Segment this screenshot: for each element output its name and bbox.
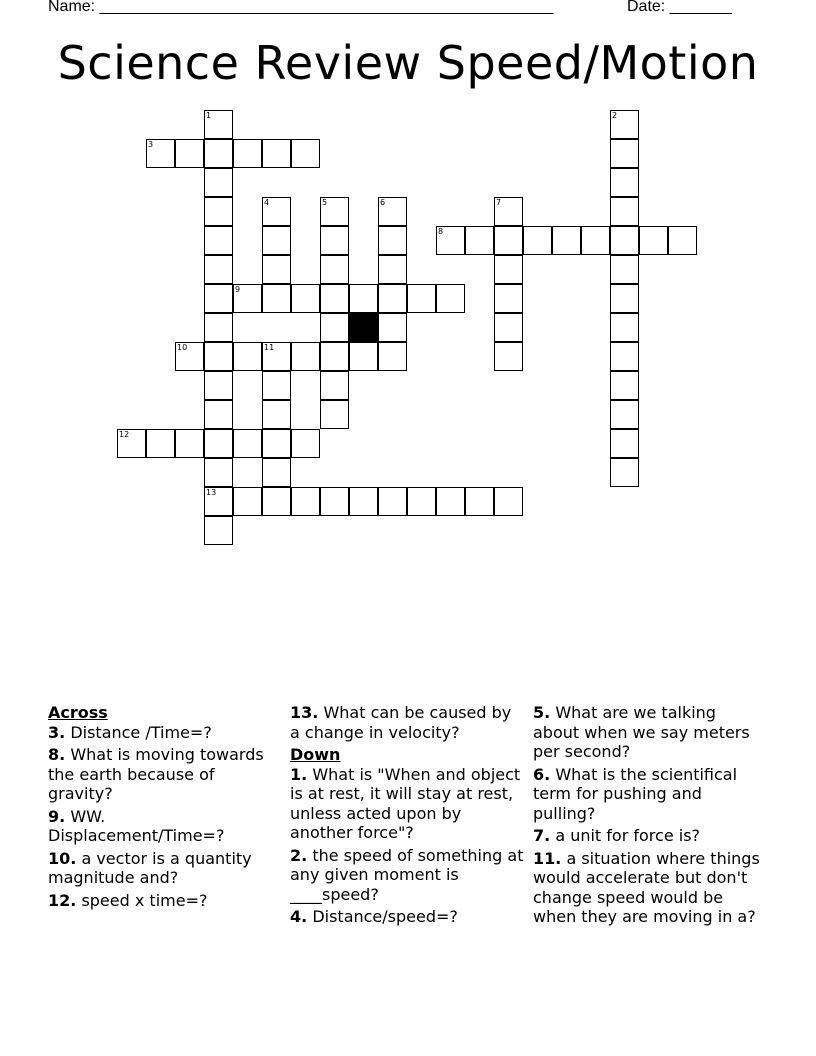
grid-cell[interactable]: [262, 458, 291, 487]
grid-cell[interactable]: [204, 516, 233, 545]
grid-cell[interactable]: [204, 342, 233, 371]
clue-down-11: 11. a situation where things would accelerate but don't change speed would be when they are moving in a?: [533, 848, 760, 926]
grid-cell[interactable]: [233, 139, 262, 168]
grid-cell[interactable]: [204, 371, 233, 400]
grid-cell[interactable]: [610, 400, 639, 429]
grid-cell[interactable]: [320, 255, 349, 284]
grid-cell-number: 1: [206, 111, 212, 120]
grid-cell[interactable]: [378, 197, 407, 226]
clue-across-3: 3. Distance /Time=?: [48, 722, 212, 742]
grid-cell[interactable]: [233, 429, 262, 458]
grid-cell[interactable]: [523, 226, 552, 255]
clue-across-10: 10. a vector is a quantity magnitude and?: [48, 848, 252, 887]
grid-cell[interactable]: [262, 342, 291, 371]
grid-cell[interactable]: [291, 429, 320, 458]
grid-cell[interactable]: [291, 139, 320, 168]
grid-cell[interactable]: [378, 255, 407, 284]
grid-cell[interactable]: [378, 313, 407, 342]
grid-cell[interactable]: [349, 284, 378, 313]
grid-cell[interactable]: [610, 197, 639, 226]
grid-cell-blocked: [349, 313, 378, 342]
grid-cell-number: 7: [496, 198, 502, 207]
name-field: Name: ___________________________________________________: [48, 0, 554, 15]
clue-across-13: 13. What can be caused by a change in velocity?: [290, 703, 512, 742]
grid-cell[interactable]: [610, 284, 639, 313]
grid-cell-number: 4: [264, 198, 270, 207]
grid-cell[interactable]: [378, 284, 407, 313]
grid-cell[interactable]: [320, 342, 349, 371]
grid-cell[interactable]: [204, 197, 233, 226]
grid-cell[interactable]: [407, 284, 436, 313]
grid-cell[interactable]: [465, 487, 494, 516]
grid-cell-number: 5: [322, 198, 328, 207]
grid-cell[interactable]: [262, 429, 291, 458]
grid-cell-number: 8: [438, 227, 444, 236]
grid-cell[interactable]: [204, 110, 233, 139]
grid-cell[interactable]: [320, 400, 349, 429]
grid-cell[interactable]: [349, 342, 378, 371]
grid-cell[interactable]: [407, 487, 436, 516]
clue-across-9: 9. WW. Displacement/Time=?: [48, 806, 225, 845]
grid-cell[interactable]: [204, 284, 233, 313]
grid-cell-number: 6: [380, 198, 386, 207]
grid-cell[interactable]: [610, 371, 639, 400]
grid-cell[interactable]: [204, 226, 233, 255]
grid-cell[interactable]: [610, 139, 639, 168]
grid-cell[interactable]: [291, 342, 320, 371]
grid-cell[interactable]: [378, 342, 407, 371]
grid-cell[interactable]: [262, 400, 291, 429]
grid-cell[interactable]: [552, 226, 581, 255]
grid-cell[interactable]: [233, 342, 262, 371]
grid-cell[interactable]: [610, 458, 639, 487]
grid-cell[interactable]: [494, 226, 523, 255]
grid-cell[interactable]: [175, 429, 204, 458]
grid-cell[interactable]: [494, 284, 523, 313]
grid-cell[interactable]: [117, 429, 146, 458]
date-field: Date: _______: [627, 0, 732, 15]
grid-cell[interactable]: [175, 139, 204, 168]
grid-cell[interactable]: [262, 371, 291, 400]
down-heading: Down: [290, 745, 341, 764]
grid-cell[interactable]: [494, 487, 523, 516]
grid-cell[interactable]: [146, 139, 175, 168]
grid-cell[interactable]: [320, 284, 349, 313]
grid-cell[interactable]: [494, 197, 523, 226]
grid-cell[interactable]: [320, 487, 349, 516]
grid-cell[interactable]: [233, 487, 262, 516]
grid-cell[interactable]: [204, 458, 233, 487]
clue-down-4: 4. Distance/speed=?: [290, 907, 458, 926]
grid-cell[interactable]: [610, 110, 639, 139]
grid-cell[interactable]: [262, 197, 291, 226]
grid-cell[interactable]: [610, 313, 639, 342]
grid-cell[interactable]: [204, 168, 233, 197]
grid-cell-number: 10: [177, 343, 188, 352]
clue-down-5: 5. What are we talking about when we say meters per second?: [533, 703, 750, 761]
grid-cell[interactable]: [668, 226, 697, 255]
grid-cell[interactable]: [204, 255, 233, 284]
grid-cell[interactable]: [204, 487, 233, 516]
grid-cell[interactable]: [639, 226, 668, 255]
grid-cell[interactable]: [204, 400, 233, 429]
grid-cell[interactable]: [494, 255, 523, 284]
grid-cell[interactable]: [320, 197, 349, 226]
grid-cell[interactable]: [436, 487, 465, 516]
grid-cell-number: 13: [206, 488, 217, 497]
grid-cell[interactable]: [320, 371, 349, 400]
grid-cell[interactable]: [494, 313, 523, 342]
grid-cell[interactable]: [262, 226, 291, 255]
grid-cell[interactable]: [204, 139, 233, 168]
grid-cell-number: 9: [235, 285, 241, 294]
clues-column-2: [290, 703, 524, 930]
grid-cell[interactable]: [291, 487, 320, 516]
clue-across-12: 12. speed x time=?: [48, 890, 208, 910]
clue-down-7: 7. a unit for force is?: [533, 826, 701, 845]
grid-cell[interactable]: [581, 226, 610, 255]
grid-cell-number: 3: [148, 140, 154, 149]
grid-cell[interactable]: [262, 284, 291, 313]
clue-down-2: 2. the speed of something at any given moment is ____speed?: [290, 845, 524, 904]
page-title: Science Review Speed/Motion: [57, 36, 759, 90]
grid-cell[interactable]: [262, 139, 291, 168]
grid-cell[interactable]: [320, 226, 349, 255]
grid-cell[interactable]: [610, 168, 639, 197]
clues-column-1: [48, 703, 282, 913]
grid-cell[interactable]: [291, 284, 320, 313]
clue-across-8: 8. What is moving towards the earth because of gravity?: [48, 745, 264, 803]
grid-cell[interactable]: [610, 226, 639, 255]
clue-down-1: 1. What is "When and object is at rest, it will stay at rest, unless acted upon by another force"?: [290, 764, 521, 842]
grid-cell-number: 12: [119, 430, 130, 439]
clues-column-3: [533, 703, 767, 930]
grid-cell[interactable]: [610, 429, 639, 458]
across-heading: Across: [48, 703, 108, 722]
clue-down-6: 6. What is the scientifical term for pushing and pulling?: [533, 764, 738, 823]
grid-cell[interactable]: [436, 226, 465, 255]
grid-cell[interactable]: [465, 226, 494, 255]
grid-cell-number: 2: [612, 111, 618, 120]
grid-cell[interactable]: [204, 429, 233, 458]
grid-cell[interactable]: [262, 487, 291, 516]
grid-cell[interactable]: [378, 487, 407, 516]
grid-cell[interactable]: [146, 429, 175, 458]
grid-cell[interactable]: [610, 255, 639, 284]
grid-cell[interactable]: [204, 313, 233, 342]
grid-cell[interactable]: [610, 342, 639, 371]
grid-cell[interactable]: [436, 284, 465, 313]
grid-cell[interactable]: [349, 487, 378, 516]
grid-cell[interactable]: [378, 226, 407, 255]
grid-cell[interactable]: [494, 342, 523, 371]
grid-cell-number: 11: [264, 343, 275, 352]
grid-cell[interactable]: [320, 313, 349, 342]
grid-cell[interactable]: [262, 255, 291, 284]
grid-cell[interactable]: [233, 284, 262, 313]
grid-cell[interactable]: [175, 342, 204, 371]
